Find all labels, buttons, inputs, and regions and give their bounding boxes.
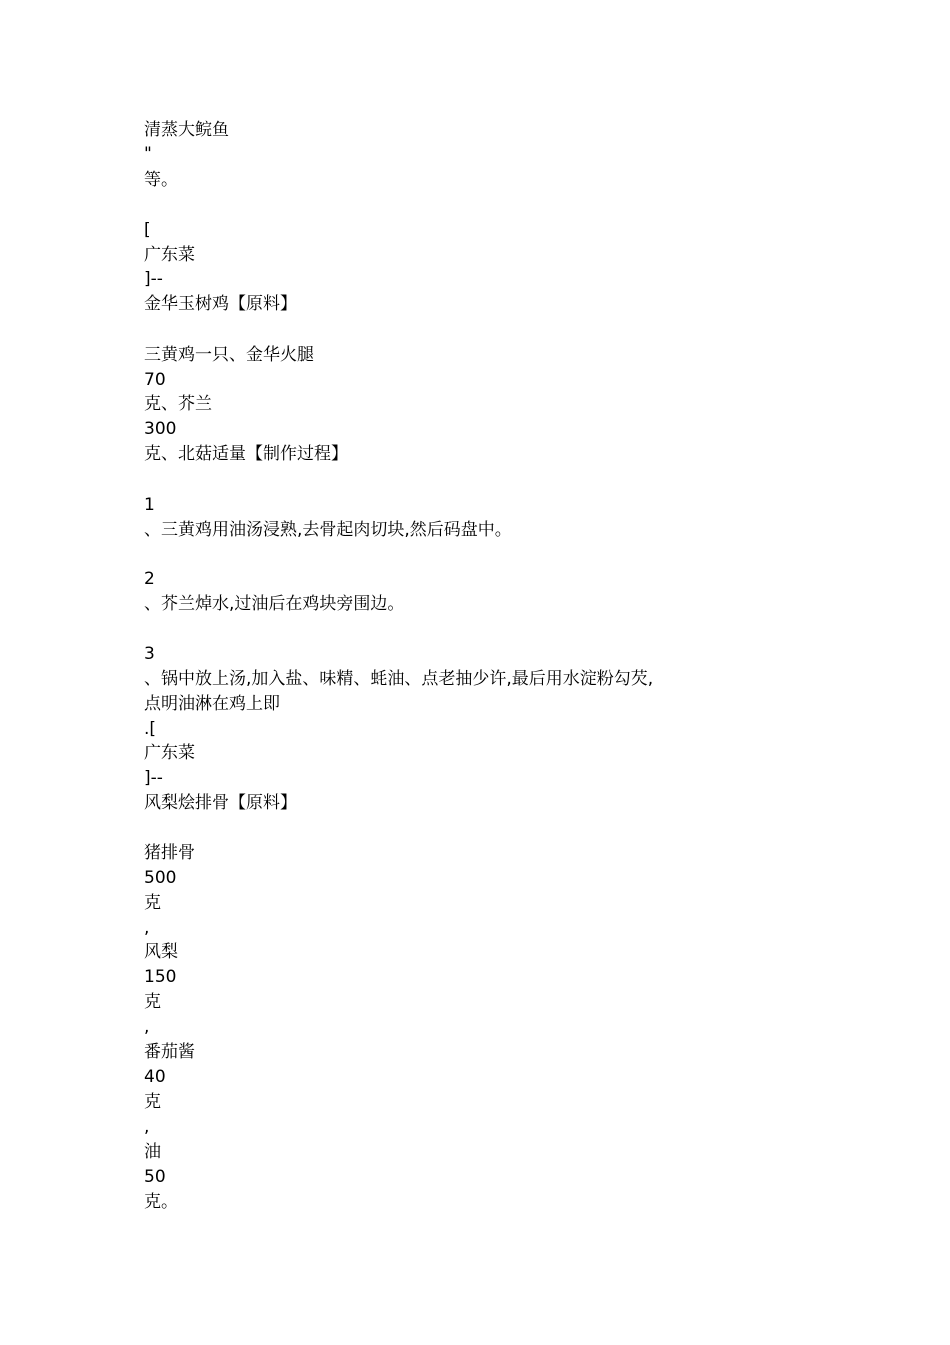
text-line: 风梨烩排骨【原料】: [144, 793, 297, 813]
text-line: .[: [144, 719, 157, 739]
text-line: 等。: [144, 170, 178, 190]
text-line: 、三黄鸡用油汤浸熟,去骨起肉切块,然后码盘中。: [144, 520, 512, 540]
text-line: 油: [144, 1142, 161, 1162]
text-line: 克: [144, 992, 161, 1012]
text-line: ,: [144, 918, 150, 938]
text-line: 点明油淋在鸡上即: [144, 694, 280, 714]
text-line: ]--: [144, 269, 163, 289]
text-line: 克。: [144, 1192, 178, 1212]
text-line: 克: [144, 1092, 161, 1112]
text-line: 1: [144, 495, 155, 515]
text-line: [: [144, 220, 151, 240]
text-line: 番茄酱: [144, 1042, 195, 1062]
text-line: 3: [144, 644, 155, 664]
text-line: ,: [144, 1017, 150, 1037]
text-line: 300: [144, 419, 177, 439]
text-line: 风梨: [144, 942, 178, 962]
text-line: ,: [144, 1117, 150, 1137]
text-line: ]--: [144, 768, 163, 788]
text-line: 克、芥兰: [144, 394, 212, 414]
text-line: 150: [144, 967, 177, 987]
text-line: 金华玉树鸡【原料】: [144, 294, 297, 314]
text-line: ": [144, 144, 152, 164]
text-line: 70: [144, 370, 166, 390]
text-line: 三黄鸡一只、金华火腿: [144, 345, 314, 365]
text-line: 克、北菇适量【制作过程】: [144, 444, 348, 464]
text-line: 2: [144, 569, 155, 589]
text-line: 克: [144, 893, 161, 913]
text-line: 、芥兰焯水,过油后在鸡块旁围边。: [144, 594, 405, 614]
text-line: 猪排骨: [144, 843, 195, 863]
text-line: 清蒸大鲩鱼: [144, 120, 229, 140]
text-line: 广东菜: [144, 245, 195, 265]
text-line: 广东菜: [144, 743, 195, 763]
text-line: 500: [144, 868, 177, 888]
text-line: 50: [144, 1167, 166, 1187]
text-line: 、锅中放上汤,加入盐、味精、蚝油、点老抽少许,最后用水淀粉勾芡,: [144, 669, 654, 689]
text-line: 40: [144, 1067, 166, 1087]
